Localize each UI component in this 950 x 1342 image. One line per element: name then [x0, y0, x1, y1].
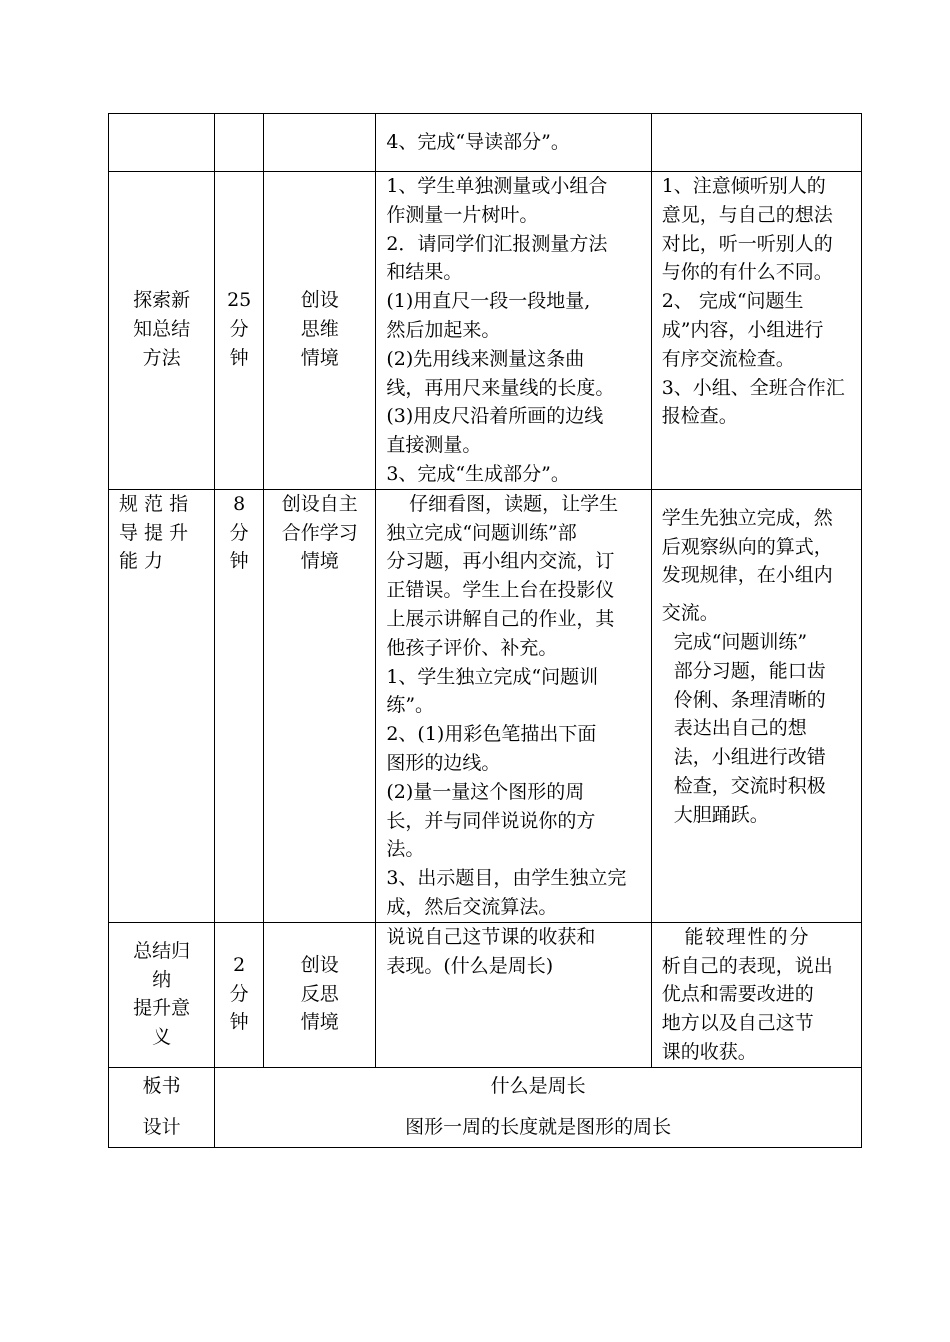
text-line: 2、(1)用彩色笔描出下面 — [386, 723, 597, 746]
text-line: 完成“问题训练” — [673, 630, 808, 653]
text-line: 3、出示题目，由学生独立完 — [386, 867, 627, 890]
table-row — [109, 172, 862, 490]
text-line: 上展示讲解自己的作业，其 — [386, 607, 615, 630]
student-activity-cell — [651, 172, 861, 490]
lesson-plan-table — [108, 113, 862, 1148]
stage-text: 探索新 — [133, 289, 191, 311]
text-line: 发现规律，在小组内 — [661, 564, 833, 587]
time-text: 8 — [233, 492, 246, 515]
text-line: 正错误。学生上台在投影仪 — [386, 579, 615, 602]
text-line: 独立完成“问题训练”部 — [386, 521, 577, 544]
method-cell — [264, 922, 376, 1067]
table-row — [109, 489, 862, 922]
time-text: 钟 — [229, 1011, 249, 1034]
stage-text: 知总结 — [133, 317, 191, 340]
text-line: 然后加起来。 — [386, 318, 501, 341]
text-line: 成，然后交流算法。 — [386, 895, 558, 918]
text-line: 线，再用尺来量线的长度。 — [386, 376, 615, 399]
method-text: 创设 — [300, 289, 339, 311]
board-label: 板书 — [142, 1074, 181, 1097]
text-line: 后观察纵向的算式， — [661, 535, 833, 558]
method-text: 创设 — [300, 953, 339, 976]
table-row — [109, 114, 862, 172]
student-activity-cell — [651, 922, 861, 1067]
board-definition: 图形一周的长度就是图形的周长 — [405, 1115, 672, 1138]
text-line: 学生先独立完成，然 — [661, 506, 833, 529]
text-line: 3、完成“生成部分”。 — [386, 462, 570, 485]
text-line: 表现。(什么是周长) — [386, 954, 554, 977]
text-line: 课的收获。 — [661, 1040, 757, 1063]
text-line: 意见，与自己的想法 — [661, 203, 833, 226]
text-line: 法。 — [386, 838, 425, 861]
method-text: 反思 — [300, 982, 339, 1005]
stage-cell — [109, 114, 215, 172]
text-line: 他孩子评价、补充。 — [386, 636, 558, 659]
stage-text: 纳 — [152, 968, 172, 991]
text-line: 4、完成“导读部分”。 — [386, 131, 570, 153]
method-text: 情境 — [300, 346, 339, 369]
time-text: 钟 — [229, 346, 249, 369]
time-text: 2 — [233, 953, 246, 976]
text-line: 仔细看图，读题，让学生 — [409, 492, 619, 515]
method-cell — [264, 489, 376, 922]
text-line: 报检查。 — [661, 405, 738, 428]
text-line: 有序交流检查。 — [661, 347, 795, 370]
text-line: 地方以及自己这节 — [661, 1012, 814, 1035]
student-activity-cell — [651, 489, 861, 922]
stage-cell — [109, 172, 215, 490]
text-line: (2)量一量这个图形的周 — [386, 780, 585, 803]
text-line: 交流。 — [661, 602, 719, 625]
text-line: 2．请同学们汇报测量方法 — [386, 232, 608, 255]
text-line: 析自己的表现，说出 — [661, 954, 833, 977]
method-text: 合作学习 — [281, 521, 358, 544]
text-line: 能较理性的分 — [684, 925, 811, 948]
method-text: 情境 — [300, 1011, 339, 1034]
text-line: 直接测量。 — [386, 434, 482, 457]
teacher-activity-cell — [376, 922, 651, 1067]
time-text: 分 — [229, 521, 249, 544]
stage-text: 规 范 指 — [119, 492, 189, 515]
text-line: 1、学生独立完成“问题训 — [386, 665, 599, 688]
method-text: 思维 — [300, 317, 339, 340]
text-line: 1、学生单独测量或小组合 — [386, 175, 608, 197]
stage-text: 能 力 — [119, 550, 164, 573]
text-line: (1)用直尺一段一段地量, — [386, 290, 591, 313]
time-text: 钟 — [229, 550, 249, 573]
stage-cell — [109, 922, 215, 1067]
text-line: 与你的有什么不同。 — [661, 261, 833, 284]
method-text: 情境 — [300, 550, 339, 573]
text-line: 作测量一片树叶。 — [386, 203, 539, 226]
method-text: 创设自主 — [281, 492, 358, 515]
text-line: 长，并与同伴说说你的方 — [386, 809, 596, 832]
text-line: 2、 完成“问题生 — [661, 290, 804, 313]
method-cell — [264, 172, 376, 490]
board-content-cell — [215, 1067, 862, 1147]
text-line: 和结果。 — [386, 261, 463, 284]
stage-text: 方法 — [142, 346, 181, 369]
text-line: (2)先用线来测量这条曲 — [386, 347, 585, 370]
text-line: 3、小组、全班合作汇 — [661, 376, 845, 399]
text-line: 伶俐、条理清晰的 — [673, 688, 826, 711]
stage-text: 总结归 — [133, 939, 191, 962]
text-line: 1、注意倾听别人的 — [661, 175, 826, 197]
time-text: 分 — [229, 982, 249, 1005]
teacher-activity-cell — [376, 489, 651, 922]
time-cell — [215, 489, 264, 922]
board-label-cell — [109, 1067, 215, 1147]
time-cell — [215, 114, 264, 172]
text-line: 练”。 — [386, 694, 435, 717]
student-activity-cell — [651, 114, 861, 172]
text-line: (3)用皮尺沿着所画的边线 — [386, 405, 604, 428]
board-row — [109, 1067, 862, 1147]
teacher-activity-cell — [376, 114, 651, 172]
method-cell — [264, 114, 376, 172]
time-cell — [215, 922, 264, 1067]
stage-text: 义 — [152, 1026, 172, 1049]
teacher-activity-cell — [376, 172, 651, 490]
board-title: 什么是周长 — [490, 1074, 586, 1097]
text-line: 法，小组进行改错 — [673, 746, 826, 769]
time-text: 分 — [229, 317, 249, 340]
stage-cell — [109, 489, 215, 922]
text-line: 检查，交流时积极 — [673, 774, 826, 797]
table-row — [109, 922, 862, 1067]
text-line: 部分习题，能口齿 — [673, 659, 826, 682]
text-line: 对比，听一听别人的 — [661, 232, 833, 255]
text-line: 优点和需要改进的 — [661, 983, 814, 1006]
time-cell — [215, 172, 264, 490]
text-line: 分习题，再小组内交流，订 — [386, 550, 615, 573]
text-line: 说说自己这节课的收获和 — [386, 925, 596, 948]
board-label: 设计 — [142, 1115, 181, 1138]
text-line: 成”内容，小组进行 — [661, 318, 824, 341]
stage-text: 提升意 — [133, 997, 191, 1020]
text-line: 大胆踊跃。 — [673, 803, 769, 826]
text-line: 表达出自己的想 — [673, 717, 807, 740]
text-line: 图形的边线。 — [386, 751, 501, 774]
time-text: 25 — [227, 289, 252, 311]
stage-text: 导 提 升 — [119, 521, 189, 544]
